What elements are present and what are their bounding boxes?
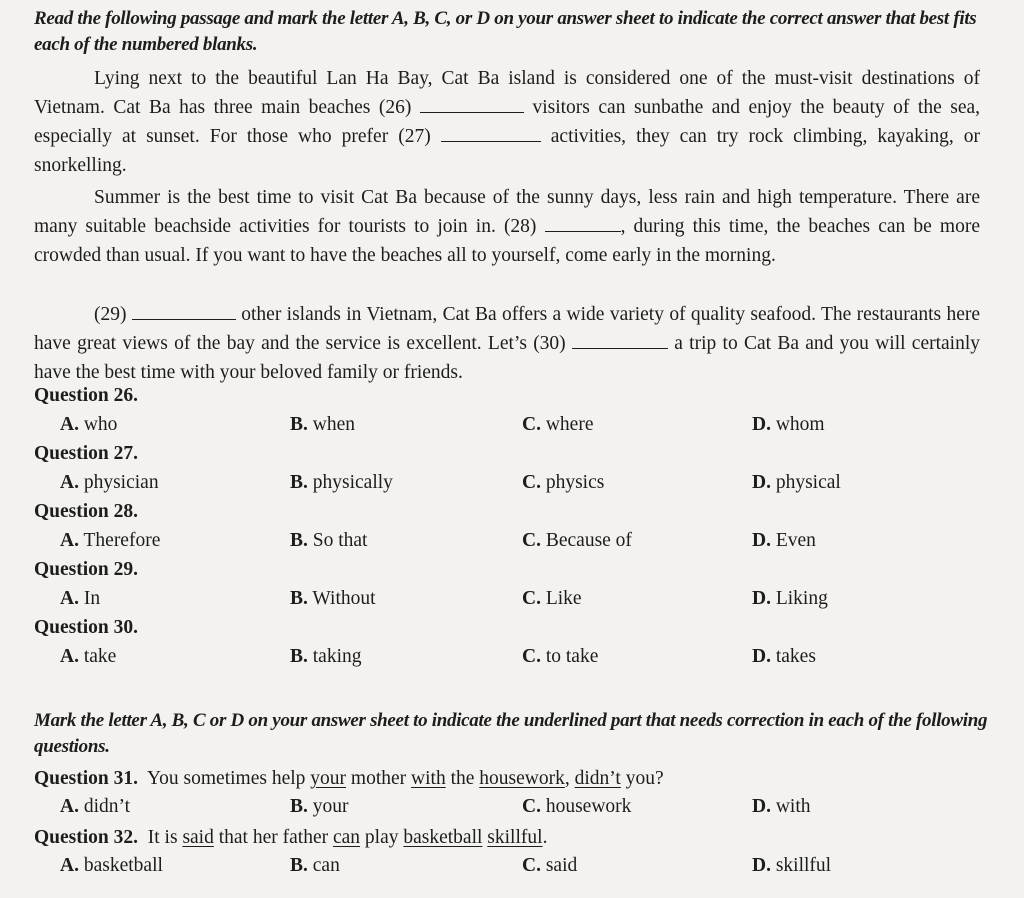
- question-29-title: Question 29.: [34, 559, 139, 580]
- passage-text: (29): [94, 304, 127, 325]
- option-c[interactable]: C. said: [522, 855, 578, 876]
- option-a[interactable]: A. take: [60, 646, 117, 667]
- blank-26: [420, 96, 524, 113]
- underlined-part: said: [182, 827, 214, 848]
- question-30-title: Question 30.: [34, 617, 139, 638]
- passage-paragraph-1: [34, 64, 980, 180]
- underlined-part: skillful: [487, 827, 543, 848]
- option-b[interactable]: B. physically: [290, 472, 393, 493]
- instruction-reading: Read the following passage and mark the letter A, B, C, or D on your answer sheet to indicate the correct answer that best fits each of the numbered blanks.: [34, 8, 977, 55]
- option-d[interactable]: D. Liking: [752, 588, 828, 609]
- option-a[interactable]: A. In: [60, 588, 101, 609]
- passage-text: Lying next to the beautiful Lan Ha Bay, Cat Ba island is considered one of the must-visit destinations of Vietnam. Cat Ba has three main beaches (26): [34, 68, 980, 118]
- passage-text: a trip to Cat Ba and you will certainly have the best time with your beloved family or friends.: [34, 333, 981, 383]
- option-b[interactable]: B. Without: [290, 588, 376, 609]
- question-32-title: Question 32.: [34, 827, 139, 848]
- option-c[interactable]: C. Like: [522, 588, 582, 609]
- blank-28: [545, 215, 621, 232]
- option-c[interactable]: C. Because of: [522, 530, 632, 551]
- option-c[interactable]: C. to take: [522, 646, 599, 667]
- passage-paragraph-2: [34, 183, 980, 270]
- option-b[interactable]: B. taking: [290, 646, 362, 667]
- underlined-part: didn’t: [574, 768, 621, 789]
- underlined-part: basketball: [403, 827, 483, 848]
- blank-30: [572, 332, 668, 349]
- question-32-options: [0, 855, 1024, 881]
- option-c[interactable]: C. where: [522, 414, 594, 435]
- blank-27: [441, 125, 541, 142]
- option-a[interactable]: A. physician: [60, 472, 159, 493]
- question-27-options: [0, 472, 1024, 498]
- option-d[interactable]: D. skillful: [752, 855, 832, 876]
- underlined-part: your: [310, 768, 347, 789]
- question-26-title: Question 26.: [34, 385, 139, 406]
- question-31-options: [0, 796, 1024, 822]
- underlined-part: housework: [479, 768, 565, 789]
- question-32-stem: Question 32. It is said that her father can play basketball skillful.: [34, 827, 548, 848]
- option-a[interactable]: A. basketball: [60, 855, 163, 876]
- underlined-part: can: [332, 827, 361, 848]
- question-30-options: [0, 646, 1024, 672]
- option-c[interactable]: C. physics: [522, 472, 605, 493]
- option-b[interactable]: B. your: [290, 796, 349, 817]
- option-d[interactable]: D. physical: [752, 472, 841, 493]
- question-26-options: [0, 414, 1024, 440]
- question-31-stem: Question 31. You sometimes help your mother with the housework, didn’t you?: [34, 768, 664, 789]
- option-d[interactable]: D. takes: [752, 646, 816, 667]
- option-d[interactable]: D. whom: [752, 414, 825, 435]
- option-d[interactable]: D. Even: [752, 530, 816, 551]
- passage-text: Summer is the best time to visit Cat Ba because of the sunny days, less rain and high temperature. There are many suitable beachside activities for tourists to join in. (28): [34, 187, 980, 237]
- option-a[interactable]: A. didn’t: [60, 796, 131, 817]
- option-b[interactable]: B. So that: [290, 530, 368, 551]
- passage-text: activities, they can try rock climbing, kayaking, or snorkelling.: [34, 126, 980, 176]
- passage-paragraph-3: [34, 300, 980, 387]
- option-a[interactable]: A. who: [60, 414, 118, 435]
- option-b[interactable]: B. when: [290, 414, 356, 435]
- passage-text: visitors can sunbathe and enjoy the beauty of the sea, especially at sunset. For those who prefer (27): [34, 97, 981, 147]
- instruction-error-identification: Mark the letter A, B, C or D on your answer sheet to indicate the underlined part that needs correction in each of the following questions.: [34, 710, 988, 757]
- option-c[interactable]: C. housework: [522, 796, 632, 817]
- question-28-options: [0, 530, 1024, 556]
- option-d[interactable]: D. with: [752, 796, 811, 817]
- question-28-title: Question 28.: [34, 501, 139, 522]
- option-b[interactable]: B. can: [290, 855, 340, 876]
- passage-text: , during this time, the beaches can be more crowded than usual. If you want to have the beaches all to yourself, come early in the morning.: [34, 216, 981, 266]
- underlined-part: with: [411, 768, 446, 789]
- passage-text: other islands in Vietnam, Cat Ba offers a wide variety of quality seafood. The restaurants here have great views of the bay and the service is excellent. Let’s (30): [34, 304, 981, 354]
- blank-29: [132, 303, 236, 320]
- question-31-title: Question 31.: [34, 768, 139, 789]
- question-29-options: [0, 588, 1024, 614]
- question-27-title: Question 27.: [34, 443, 139, 464]
- option-a[interactable]: A. Therefore: [60, 530, 161, 551]
